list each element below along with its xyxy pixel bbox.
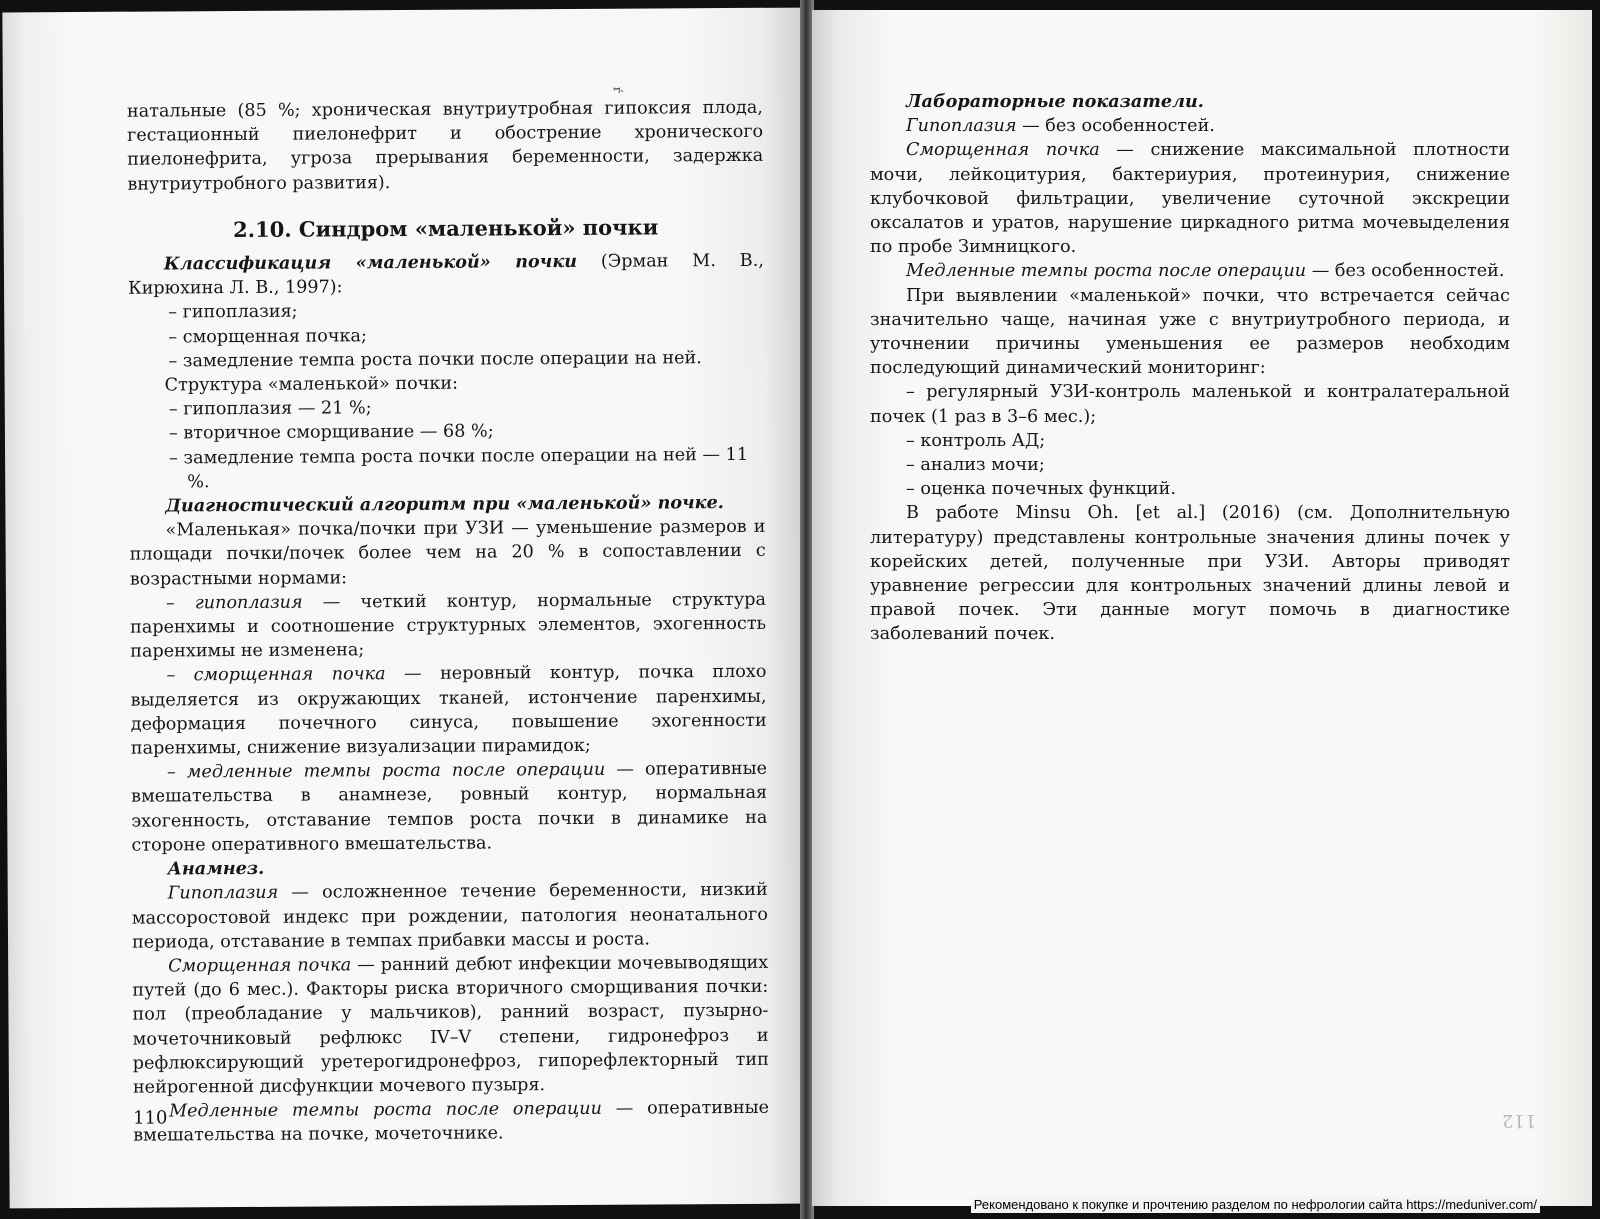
description: — снижение максимальной плотности мочи, лейкоцитурия, бактериурия, протеинурия, снижение клубочковой фильтрации, увеличение суточной экскреции оксалатов и уратов, нарушение циркадного ритма мочевыделения по пробе Зимницкого. [870, 140, 1510, 258]
left-page [2, 8, 809, 1209]
algorithm-slow-growth [131, 757, 768, 858]
term: Медленные темпы роста после операции [169, 1098, 602, 1122]
structure-label: Структура «маленькой» почки: [164, 373, 459, 396]
page-number: 110 [133, 1107, 168, 1129]
list-item: – оценка почечных функций. [906, 479, 1176, 500]
list-item: – сморщенная почка; [168, 325, 367, 348]
algorithm-intro: «Маленькая» почка/почки при УЗИ — уменьшение размеров и площади почки/почек более чем на 20 % в сопоставлении с возрастными нормами: [129, 517, 766, 590]
list-item: – гипоплазия; [168, 302, 298, 323]
bleed-through-page-number: 112 [1502, 1110, 1537, 1131]
algorithm-hypoplasia [130, 588, 766, 664]
term: Сморщенная почка [906, 140, 1100, 161]
right-page-text [870, 90, 1510, 647]
description: — неровный контур, почка плохо выделяется из окружающих тканей, истончение паренхимы, деформация почечного синуса, повышение эхогенности паренхимы, снижение визуализации пирамидок; [130, 662, 767, 759]
anamnesis-title: Анамнез. [167, 857, 265, 880]
footer-recommendation-note: Рекомендовано к покупке и прочтению разделом по нефрологии сайта https://meduniver.com/ [971, 1196, 1540, 1213]
term: Гипоплазия [906, 116, 1017, 137]
description: — без особенностей. [1306, 261, 1505, 282]
list-item: – замедление темпа роста почки после операции на ней. [168, 348, 702, 372]
classification-paragraph [128, 249, 764, 301]
section-title: 2.10. Синдром «маленькой» почки [233, 214, 659, 242]
term: Медленные темпы роста после операции [906, 261, 1307, 282]
term: – гипоплазия [165, 592, 303, 614]
reference-paragraph: В работе Minsu Oh. [et al.] (2016) (см. Дополнительную литературу) представлены контрольные значения длины почек у корейских детей, полученные при УЗИ. Авторы приводят уравнение регрессии для контрольных значений длины левой и правой почек. Эти данные могут помочь в диагностике заболеваний почек. [870, 503, 1510, 645]
list-item: – гипоплазия — 21 %; [168, 398, 372, 420]
lab-hypoplasia [870, 114, 1510, 138]
classification-label: Классификация «маленькой» почки [163, 250, 578, 275]
term: Сморщенная почка [168, 955, 352, 977]
description: — оперативные вмешательства на почке, мочеточнике. [133, 1097, 770, 1147]
description: — оперативные вмешательства в анамнезе, ровный контур, нормальная эхогенность, отставание темпов роста почки в динамике на стороне оперативного вмешательства. [131, 759, 768, 856]
list-item: – регулярный УЗИ-контроль маленькой и контралатеральной почек (1 раз в 3–6 мес.); [870, 382, 1510, 427]
lab-title: Лабораторные показатели. [906, 91, 1204, 112]
continuation-paragraph: натальные (85 %; хроническая внутриутробная гипоксия плода, гестационный пиелонефрит и обострение хронического пиелонефрита, угроза прерывания беременности, задержка внутриутробного развития). [126, 97, 764, 195]
list-item: – анализ мочи; [906, 455, 1045, 476]
anamnesis-slow-growth [133, 1096, 769, 1148]
description: — без особенностей. [1016, 116, 1215, 137]
term: – сморщенная почка [166, 664, 386, 686]
algorithm-title: Диагностический алгоритм при «маленькой» почке. [165, 492, 724, 517]
classification-source: (Эрман М. В., Кирюхина Л. В., 1997): [127, 250, 764, 299]
algorithm-shrunk-kidney [130, 660, 767, 761]
page-top-mark: ŕ [610, 86, 625, 93]
term: – медленные темпы роста после операции [166, 760, 606, 783]
description: — ранний дебют инфекции мочевыводящих путей (до 6 мес.). Факторы риска вторичного сморщивания почки: пол (преобладание у мальчиков), ранний возраст, пузырно-мочеточниковый рефлюкс IV–V степени, гидронефроз и рефлюксирующий уретерогидронефроз, гипорефлекторный тип нейрогенной дисфункции мочевого пузыря. [132, 952, 769, 1098]
list-item: – вторичное сморщивание — 68 %; [168, 421, 494, 444]
description: — осложненное течение беременности, низкий массоростовой индекс при рождении, патология неонатального периода, отставание в темпах прибавки массы и роста. [131, 880, 768, 953]
description: — четкий контур, нормальные структура паренхимы и соотношение структурных элементов, эхогенность паренхимы не изменена; [130, 589, 767, 662]
term: Гипоплазия [167, 883, 279, 904]
left-page-text [127, 96, 769, 1148]
monitoring-intro: При выявлении «маленькой» почки, что встречается сейчас значительно чаще, начиная уже с внутриутробного периода, и уточнении причины уменьшения ее размеров необходим последующий динамический мониторинг: [870, 285, 1510, 379]
anamnesis-hypoplasia [132, 878, 768, 954]
list-item: – контроль АД; [906, 430, 1046, 451]
lab-shrunk-kidney [870, 138, 1510, 259]
list-item: – замедление темпа роста почки после операции на ней — 11 %. [169, 444, 749, 493]
lab-slow-growth [870, 259, 1510, 283]
right-page [812, 10, 1592, 1206]
anamnesis-shrunk-kidney [132, 951, 769, 1100]
